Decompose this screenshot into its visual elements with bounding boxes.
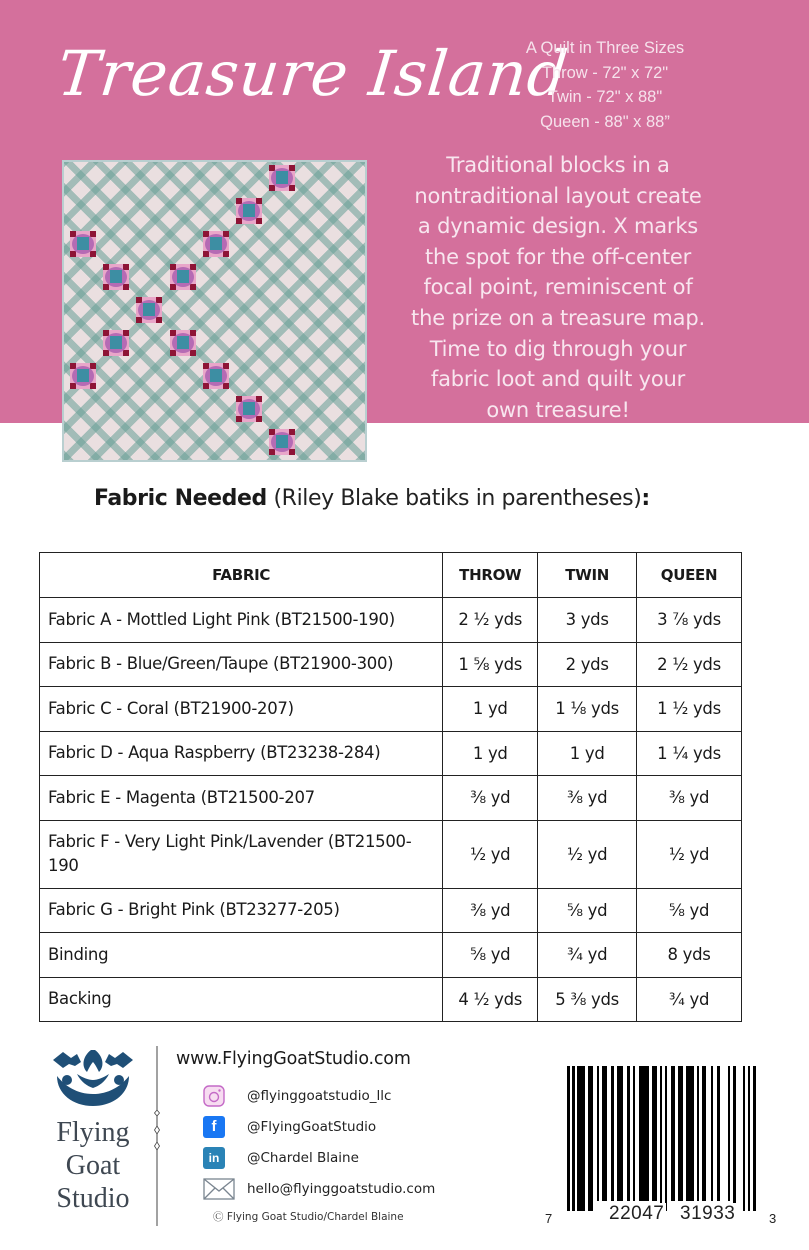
- social-instagram[interactable]: [203, 1080, 435, 1111]
- description-line: a dynamic design. X marks: [417, 214, 699, 239]
- table-row: [40, 642, 742, 687]
- twin-qty: 2 yds: [538, 642, 637, 687]
- fabric-name: Fabric C - Coral (BT21900-207): [40, 687, 443, 732]
- fabric-heading-note: (Riley Blake batiks in parentheses): [266, 486, 642, 511]
- throw-qty: 1 yd: [443, 731, 538, 776]
- description-line: the prize on a treasure map.: [411, 305, 705, 330]
- queen-qty: ⅜ yd: [637, 776, 742, 821]
- email-icon: [203, 1178, 235, 1200]
- description-line: fabric loot and quilt your: [430, 367, 686, 392]
- fabric-name: Backing: [40, 977, 443, 1022]
- description-line: own treasure!: [486, 397, 630, 422]
- queen-qty: ½ yd: [637, 820, 742, 888]
- logo-text-line: Flying: [56, 1117, 130, 1148]
- barcode-right-group: 31933: [680, 1203, 736, 1224]
- linkedin-handle: @Chardel Blaine: [247, 1149, 359, 1166]
- social-linkedin[interactable]: [203, 1142, 435, 1173]
- throw-qty: 1 ⅝ yds: [443, 642, 538, 687]
- queen-qty: 3 ⅞ yds: [637, 598, 742, 643]
- fabric-requirements-table: [39, 552, 742, 1022]
- logo-text-line: Studio: [56, 1183, 130, 1214]
- table-header-row: [40, 553, 742, 598]
- queen-qty: 1 ¼ yds: [637, 731, 742, 776]
- twin-qty: ⅝ yd: [538, 888, 637, 933]
- throw-qty: ⅜ yd: [443, 888, 538, 933]
- fabric-name: Binding: [40, 933, 443, 978]
- table-row: [40, 598, 742, 643]
- fabric-name: Fabric B - Blue/Green/Taupe (BT21900-300): [40, 642, 443, 687]
- fabric-name: Fabric G - Bright Pink (BT23277-205): [40, 888, 443, 933]
- linkedin-icon: in: [203, 1147, 225, 1169]
- facebook-handle: @FlyingGoatStudio: [247, 1118, 377, 1135]
- throw-qty: ½ yd: [443, 820, 538, 888]
- table-row: [40, 731, 742, 776]
- logo-text-line: Goat: [65, 1150, 121, 1181]
- queen-qty: ¾ yd: [637, 977, 742, 1022]
- throw-qty: 2 ½ yds: [443, 598, 538, 643]
- copyright-notice: Ⓒ Flying Goat Studio/Chardel Blaine: [213, 1211, 404, 1223]
- studio-logo: [40, 1046, 146, 1215]
- ornamental-divider: [154, 1046, 160, 1226]
- throw-qty: 1 yd: [443, 687, 538, 732]
- column-header-twin: TWIN: [538, 553, 637, 598]
- barcode-first-digit: 7: [545, 1211, 553, 1226]
- twin-qty: 1 yd: [538, 731, 637, 776]
- goat-logo-icon: [47, 1046, 139, 1112]
- fabric-heading-bold: Fabric Needed: [94, 486, 267, 511]
- barcode-left-group: 22047: [609, 1203, 665, 1224]
- queen-qty: 8 yds: [637, 933, 742, 978]
- website-link[interactable]: www.FlyingGoatStudio.com: [176, 1049, 411, 1069]
- column-header-queen: QUEEN: [637, 553, 742, 598]
- table-row: [40, 977, 742, 1022]
- fabric-heading-colon: :: [641, 486, 650, 511]
- upc-barcode: [545, 1063, 785, 1233]
- social-links: [203, 1080, 435, 1204]
- queen-qty: 2 ½ yds: [637, 642, 742, 687]
- twin-qty: ¾ yd: [538, 933, 637, 978]
- social-email[interactable]: [203, 1173, 435, 1204]
- fabric-name: Fabric D - Aqua Raspberry (BT23238-284): [40, 731, 443, 776]
- instagram-handle: @flyinggoatstudio_llc: [247, 1087, 392, 1104]
- fabric-name: Fabric F - Very Light Pink/Lavender (BT21500-190: [40, 820, 443, 888]
- twin-qty: 3 yds: [538, 598, 637, 643]
- size-throw: Throw - 72" x 72": [541, 63, 669, 82]
- table-row: [40, 933, 742, 978]
- description-line: focal point, reminiscent of: [423, 275, 693, 300]
- fabric-name: Fabric A - Mottled Light Pink (BT21500-190): [40, 598, 443, 643]
- queen-qty: 1 ½ yds: [637, 687, 742, 732]
- instagram-icon: [203, 1085, 225, 1107]
- facebook-icon: f: [203, 1116, 225, 1138]
- table-row: [40, 888, 742, 933]
- pattern-description: [396, 150, 720, 425]
- table-row: [40, 776, 742, 821]
- twin-qty: ½ yd: [538, 820, 637, 888]
- twin-qty: 1 ⅛ yds: [538, 687, 637, 732]
- table-row: [40, 820, 742, 888]
- description-line: nontraditional layout create: [414, 183, 702, 208]
- description-line: the spot for the off-center: [424, 244, 692, 269]
- twin-qty: 5 ⅜ yds: [538, 977, 637, 1022]
- pattern-title: Treasure Island: [54, 37, 573, 110]
- throw-qty: 4 ½ yds: [443, 977, 538, 1022]
- column-header-fabric: FABRIC: [40, 553, 443, 598]
- description-line: Traditional blocks in a: [446, 153, 670, 177]
- description-line: Time to dig through your: [429, 336, 687, 361]
- fabric-needed-heading: [94, 486, 650, 511]
- throw-qty: ⅝ yd: [443, 933, 538, 978]
- quilt-pattern-illustration: [64, 162, 367, 462]
- fabric-name: Fabric E - Magenta (BT21500-207: [40, 776, 443, 821]
- barcode-bars: [565, 1066, 770, 1211]
- social-facebook[interactable]: [203, 1111, 435, 1142]
- quilt-image: [62, 160, 367, 462]
- email-address: hello@flyinggoatstudio.com: [247, 1180, 436, 1197]
- size-twin: Twin - 72" x 88": [547, 88, 663, 106]
- twin-qty: ⅜ yd: [538, 776, 637, 821]
- size-queen: Queen - 88" x 88”: [540, 112, 670, 131]
- column-header-throw: THROW: [443, 553, 538, 598]
- table-row: [40, 687, 742, 732]
- barcode-check-digit: 3: [769, 1211, 777, 1226]
- sizes-block: [480, 36, 730, 134]
- sizes-heading: A Quilt in Three Sizes: [525, 39, 685, 57]
- queen-qty: ⅝ yd: [637, 888, 742, 933]
- throw-qty: ⅜ yd: [443, 776, 538, 821]
